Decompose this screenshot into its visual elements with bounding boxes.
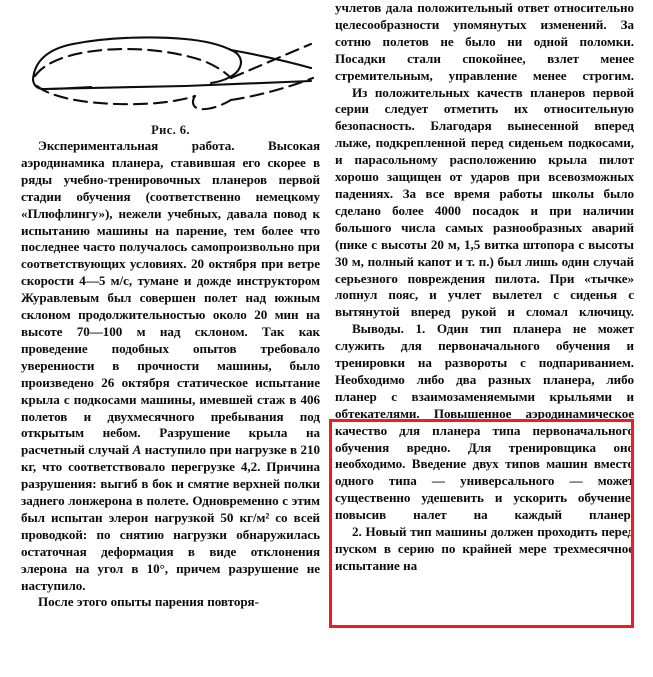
paragraph-experimental-work [21, 138, 320, 594]
airfoil-diagram-icon [25, 20, 317, 120]
paragraph-conclusions-1 [335, 321, 634, 524]
paragraph-soaring-repeat [21, 594, 320, 611]
right-column [335, 0, 634, 575]
paragraph-body: 2. Новый тип машины должен проходить перед пуском в серию по крайней мере трехмесячное испытание на [335, 524, 634, 573]
paragraph-safety-qualities [335, 85, 634, 322]
paragraph-flight-results [335, 0, 634, 85]
case-letter-italic: A [132, 442, 142, 458]
figure-caption: Рис. 6. [151, 123, 190, 137]
run-in-heading-conclusions: Выводы. [352, 321, 404, 337]
figure-6 [21, 0, 320, 138]
paragraph-conclusions-2 [335, 524, 634, 575]
paragraph-body: учлетов дала положительный ответ относительно целесообразности упомянутых изменений. За сотню полетов не было ни одной поломки. Посадки стали спокойнее, взлет менее стремительным, управление менее строгим. [335, 0, 634, 83]
paragraph-body: После этого опыты парения повторя- [38, 594, 259, 610]
paragraph-body: Из положительных качеств планеров первой серии следует отметить их относительную безопасность. Благодаря вынесенной вперед лыже, подкрепленной перед сиденьем подкосами, и парасольному расположению крыла пилот хорошо защищен от ударов при всевозможных падениях. За все время работы школы было сделано более 4000 посадок и при наличии большого числа самых разнообразных аварий (пике с высоты 20 м, 1,5 витка штопора с высоты 30 м, полный капот и т. п.) был лишь один случай серьезного повреждения пилота. При «тычке» лопнул пояс, и учлет вылетел с сиденья с вытянутой вперед рукой и сломал ключицу. [335, 84, 634, 320]
left-column [21, 0, 320, 611]
paragraph-body: 1. Один тип планера не может служить для первоначального обучения и тренировки на развороты с подпариванием. Необходимо либо два разных планера, либо планер с взаимозаменяемыми крыльями и обтекателями. Повышенное аэродинамическое качество для планера типа первоначального обучения вредно. Для тренировщика оно необходимо. Введение двух типов машин вместо одного типа — универсального — может существенно удешевить и ускорить обучение, повысив налет на каждый планер. [335, 321, 634, 523]
paragraph-body: Высокая аэродинамика планера, ставившая его скорее в ряды учебно-тренировочных планеров первой стадии обучения (соответственно немецкому «Плюфлингу»), нежели учебных, давала повод к испытанию машины на парение, тем более что последнее часто получалось самопроизвольно при соответствующих условиях. 20 октября при ветре скорости 4—5 м/с, тумане и дожде инструктором Журавлевым был совершен полет над южным склоном продолжительностью около 20 мин на высоте 70—100 м над склоном. Так как проведение подобных опытов требовало уверенности в прочности машины, было произведено 26 октября статическое испытание крыла с подкосами машины, имевшей стаж в 406 полетов и двухмесячного пребывания под открытым небом. Разрушение крыла на расчетный случай [21, 138, 320, 458]
run-in-heading: Экспериментальная работа. [38, 138, 235, 153]
paragraph-body-cont: наступило при нагрузке в 210 кг, что соответствовало перегрузке 4,2. Причина разрушения: выгиб в бок и смятие верхней полки заднего лонжерона в полете. Одновременно с этим был испытан элерон нагрузкой 50 кг/м² со всей проводкой: по снятию нагрузки обнаружилась остаточная деформация в виде отклонения элерона на угол в 10°, причем разрушение не наступило. [21, 442, 320, 593]
